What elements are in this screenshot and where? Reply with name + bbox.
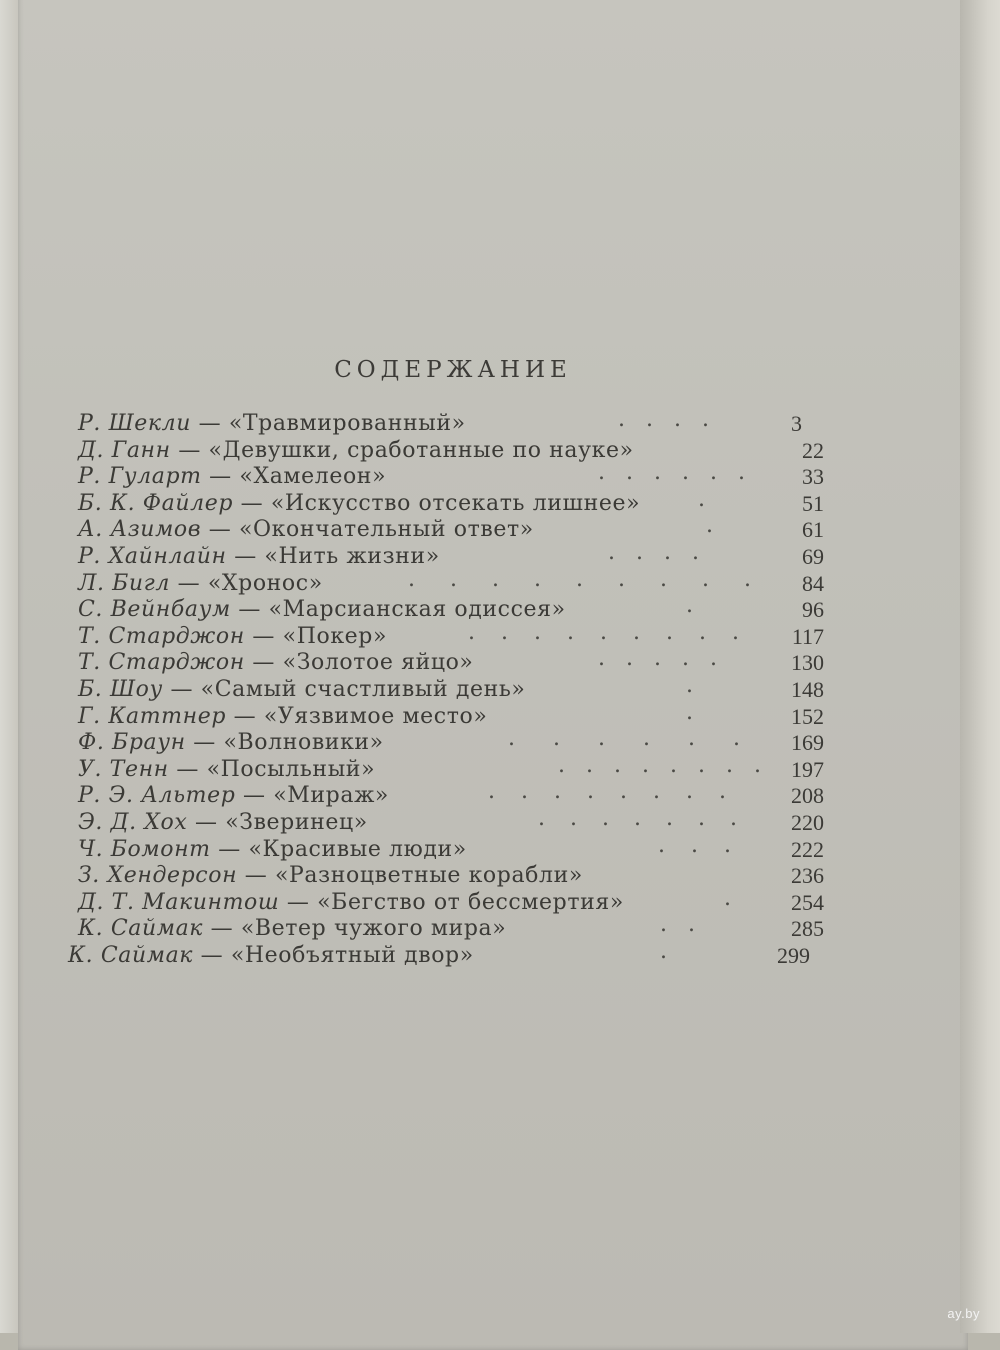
entry-dash: —	[187, 809, 226, 835]
entry-work-title: «Посыльный»	[206, 756, 376, 782]
toc-entry-text	[78, 438, 634, 465]
entry-page-number: 197	[791, 756, 824, 782]
entry-work-title: «Окончательный ответ»	[238, 517, 534, 543]
leader-dot: .	[682, 460, 689, 486]
entry-work-title: «Искусство отсекать лишнее»	[270, 490, 641, 516]
entry-page-number: 130	[791, 650, 824, 676]
leader-dot: .	[660, 566, 667, 592]
toc-entry	[78, 593, 824, 624]
toc-entry-text	[78, 916, 506, 943]
leader-dot: .	[660, 938, 667, 964]
entry-work-title: «Зверинец»	[225, 809, 368, 835]
leader-dot: .	[744, 566, 751, 592]
toc-entry	[78, 912, 824, 943]
leader-dot: .	[710, 460, 717, 486]
leader-dot: .	[726, 752, 733, 778]
entry-author: Р. Хайнлайн	[78, 543, 227, 569]
entry-page-number: 33	[802, 464, 824, 490]
leader-dot: .	[626, 646, 633, 672]
toc-entry-text	[78, 677, 526, 704]
entry-author: Т. Старджон	[78, 623, 245, 649]
entry-author: Ф. Браун	[78, 730, 186, 756]
leader-dot: .	[686, 672, 693, 698]
entry-work-title: «Марсианская одиссея»	[268, 597, 566, 623]
leader-dot: .	[576, 566, 583, 592]
entry-dash: —	[244, 623, 283, 649]
toc-entry-text	[78, 624, 387, 651]
leader-dot: .	[754, 752, 761, 778]
leader-dot: .	[733, 726, 740, 752]
entry-page-number: 254	[791, 889, 824, 915]
toc-entry	[78, 885, 824, 917]
leader-dot: .	[558, 752, 565, 778]
leader-dot: .	[710, 646, 717, 672]
leader-dot: .	[698, 752, 705, 778]
entry-dash: —	[237, 863, 275, 889]
toc-entry	[78, 460, 824, 491]
entry-author: К. Саймак	[78, 916, 204, 942]
toc-entry-text	[78, 890, 624, 917]
leader-dot: .	[450, 566, 457, 592]
leader-dot: .	[468, 619, 475, 645]
entry-work-title: «Нить жизни»	[264, 543, 440, 569]
entry-dash: —	[226, 543, 265, 569]
leader-dot: .	[608, 539, 615, 565]
leader-dot: .	[587, 779, 594, 805]
toc-entry-text	[78, 757, 375, 784]
leader-dot: .	[538, 805, 545, 831]
leader-dot: .	[508, 726, 515, 752]
toc-entry-text	[78, 597, 566, 624]
entry-page-number: 3	[791, 411, 802, 436]
leader-dot: .	[702, 566, 709, 592]
toc-entry-text	[78, 863, 583, 890]
entry-author: А. Азимов	[78, 517, 202, 543]
leader-dot: .	[699, 619, 706, 645]
entry-author: Г. Каттнер	[78, 703, 227, 729]
entry-author: Ч. Бомонт	[78, 836, 211, 862]
entry-page-number: 22	[802, 437, 824, 463]
toc-entry	[78, 752, 824, 784]
leader-dot: .	[692, 539, 699, 565]
leader-dot: .	[600, 619, 607, 645]
entry-dash: —	[168, 756, 207, 782]
leader-dot: .	[492, 566, 499, 592]
toc-entry-text	[78, 783, 389, 810]
leader-dot: .	[408, 566, 415, 592]
entry-page-number: 236	[791, 863, 824, 889]
toc-entry-text	[78, 810, 368, 837]
leader-dot: .	[614, 752, 621, 778]
toc-entry	[78, 646, 824, 677]
entry-dash: —	[235, 783, 274, 809]
leader-dot: .	[686, 593, 693, 619]
leader-dot: .	[691, 832, 698, 858]
entry-author: Р. Гуларт	[78, 464, 202, 490]
leader-dot: .	[646, 407, 653, 432]
leader-dot: .	[698, 805, 705, 831]
entry-page-number: 61	[802, 517, 824, 543]
entry-author: Р. Э. Альтер	[78, 783, 236, 809]
toc-entry-text	[78, 411, 466, 438]
entry-dash: —	[193, 942, 231, 968]
entry-dash: —	[226, 703, 264, 729]
leader-dot: .	[654, 646, 661, 672]
toc-entry-text	[78, 704, 487, 731]
entry-work-title: «Травмированный»	[228, 411, 466, 436]
leader-dot: .	[658, 832, 665, 858]
leader-dot: .	[674, 407, 681, 432]
leader-dot: .	[598, 646, 605, 672]
entry-author: У. Тенн	[78, 756, 169, 782]
toc-entry	[78, 513, 824, 544]
toc-entry	[68, 938, 814, 970]
entry-dash: —	[201, 464, 240, 490]
leader-dot: .	[534, 566, 541, 592]
entry-author: З. Хендерсон	[78, 863, 238, 889]
toc-entry-text	[78, 837, 467, 864]
toc-title: СОДЕРЖАНИЕ	[334, 357, 572, 383]
entry-dash: —	[162, 676, 201, 702]
entry-work-title: «Девушки, сработанные по науке»	[208, 437, 634, 463]
toc-entry-text	[78, 491, 640, 518]
entry-page-number: 152	[791, 703, 824, 729]
entry-page-number: 169	[791, 730, 824, 756]
leader-dot: .	[618, 566, 625, 592]
leader-dot: .	[488, 779, 495, 805]
leader-dot: .	[706, 513, 713, 539]
entry-page-number: 220	[791, 809, 824, 835]
entry-dash: —	[201, 517, 239, 543]
entry-page-number: 208	[791, 783, 824, 809]
entry-work-title: «Самый счастливый день»	[200, 676, 526, 702]
toc-entry	[78, 699, 824, 731]
toc-entry	[78, 805, 824, 837]
leader-dot: .	[521, 779, 528, 805]
toc-entry	[78, 832, 824, 864]
toc-entry-text	[68, 943, 474, 970]
entry-author: Б. К. Файлер	[78, 490, 234, 516]
watermark: ay.by	[947, 1306, 980, 1321]
toc-entry	[78, 863, 824, 890]
leader-dot: .	[567, 619, 574, 645]
entry-work-title: «Необъятный двор»	[230, 942, 474, 968]
toc-entry-text	[78, 571, 323, 598]
toc-entry	[78, 779, 824, 810]
leader-dot: .	[724, 885, 731, 911]
entry-author: Б. Шоу	[78, 676, 163, 702]
leader-dot: .	[586, 752, 593, 778]
leader-dot: .	[688, 726, 695, 752]
leader-dot: .	[654, 460, 661, 486]
leader-dot: .	[686, 779, 693, 805]
entry-work-title: «Ветер чужого мира»	[240, 916, 507, 942]
leader-dot: .	[688, 912, 695, 938]
leader-dot: .	[636, 539, 643, 565]
entry-page-number: 148	[791, 676, 824, 702]
leader-dot: .	[598, 460, 605, 486]
leader-dot: .	[738, 460, 745, 486]
toc-entry	[78, 566, 824, 598]
entry-dash: —	[244, 650, 283, 676]
leader-dot: .	[553, 726, 560, 752]
leader-dot: .	[598, 726, 605, 752]
entry-dash: —	[170, 437, 209, 463]
entry-dash: —	[203, 916, 241, 942]
entry-author: Д. Ганн	[78, 437, 171, 463]
leader-dot: .	[534, 619, 541, 645]
leader-dot: .	[643, 726, 650, 752]
entry-dash: —	[233, 490, 271, 516]
entry-work-title: «Разноцветные корабли»	[274, 863, 583, 889]
leader-dot: .	[682, 646, 689, 672]
leader-dot: .	[554, 779, 561, 805]
entry-page-number: 285	[791, 916, 824, 942]
entry-page-number: 51	[802, 490, 824, 516]
toc-entry	[78, 726, 824, 757]
toc-entry-text	[78, 650, 474, 677]
leader-dot: .	[570, 805, 577, 831]
entry-author: Р. Шекли	[78, 411, 192, 436]
leader-dot: .	[719, 779, 726, 805]
entry-author: Л. Бигл	[78, 570, 171, 596]
leader-dot: .	[602, 805, 609, 831]
toc-entry-text	[78, 544, 440, 571]
leader-dot: .	[664, 539, 671, 565]
leader-dot: .	[724, 832, 731, 858]
leader-dot: .	[702, 407, 709, 432]
leader-dot: .	[653, 779, 660, 805]
leader-dot: .	[698, 486, 705, 512]
leader-dot: .	[642, 752, 649, 778]
leader-dot: .	[633, 619, 640, 645]
entry-page-number: 299	[777, 942, 810, 968]
entry-page-number: 69	[802, 543, 824, 569]
toc-entry-text	[78, 730, 384, 757]
entry-work-title: «Мираж»	[273, 783, 389, 809]
leader-dot: .	[670, 752, 677, 778]
entry-work-title: «Уязвимое место»	[263, 703, 488, 729]
entry-dash: —	[230, 597, 269, 623]
entry-dash: —	[210, 836, 249, 862]
toc-entry-text	[78, 517, 534, 544]
leader-dot: .	[618, 407, 625, 432]
entry-dash: —	[170, 570, 208, 596]
leader-dot: .	[666, 805, 673, 831]
toc-entry	[78, 672, 824, 704]
leader-dot: .	[501, 619, 508, 645]
leader-dot: .	[666, 619, 673, 645]
entry-work-title: «Красивые люди»	[248, 836, 467, 862]
leader-dot: .	[634, 805, 641, 831]
entry-page-number: 117	[791, 623, 824, 649]
leader-dot: .	[732, 619, 739, 645]
entry-page-number: 84	[802, 570, 824, 596]
toc-entry	[78, 407, 824, 438]
entry-dash: —	[191, 411, 229, 436]
leader-dot: .	[626, 460, 633, 486]
leader-dot: .	[620, 779, 627, 805]
entry-dash: —	[185, 730, 224, 756]
entry-work-title: «Покер»	[282, 623, 388, 649]
entry-dash: —	[279, 889, 318, 915]
adjacent-page-edge	[960, 0, 1000, 1333]
entry-page-number: 96	[802, 597, 824, 623]
entry-author: Т. Старджон	[78, 650, 245, 676]
leader-dot: .	[686, 699, 693, 725]
entry-work-title: «Бегство от бессмертия»	[317, 889, 624, 915]
entry-work-title: «Золотое яйцо»	[282, 650, 474, 676]
entry-work-title: «Хамелеон»	[239, 464, 387, 490]
leader-dot: .	[660, 912, 667, 938]
entry-author: К. Саймак	[68, 942, 194, 968]
entry-author: Э. Д. Хох	[78, 809, 188, 835]
entry-author: Д. Т. Макинтош	[78, 889, 280, 915]
entry-work-title: «Волновики»	[223, 730, 384, 756]
entry-author: С. Вейнбаум	[78, 597, 231, 623]
entry-page-number: 222	[791, 836, 824, 862]
toc-entry-text	[78, 464, 386, 491]
table-of-contents	[68, 407, 824, 969]
leader-dot: .	[730, 805, 737, 831]
entry-work-title: «Хронос»	[207, 570, 323, 596]
